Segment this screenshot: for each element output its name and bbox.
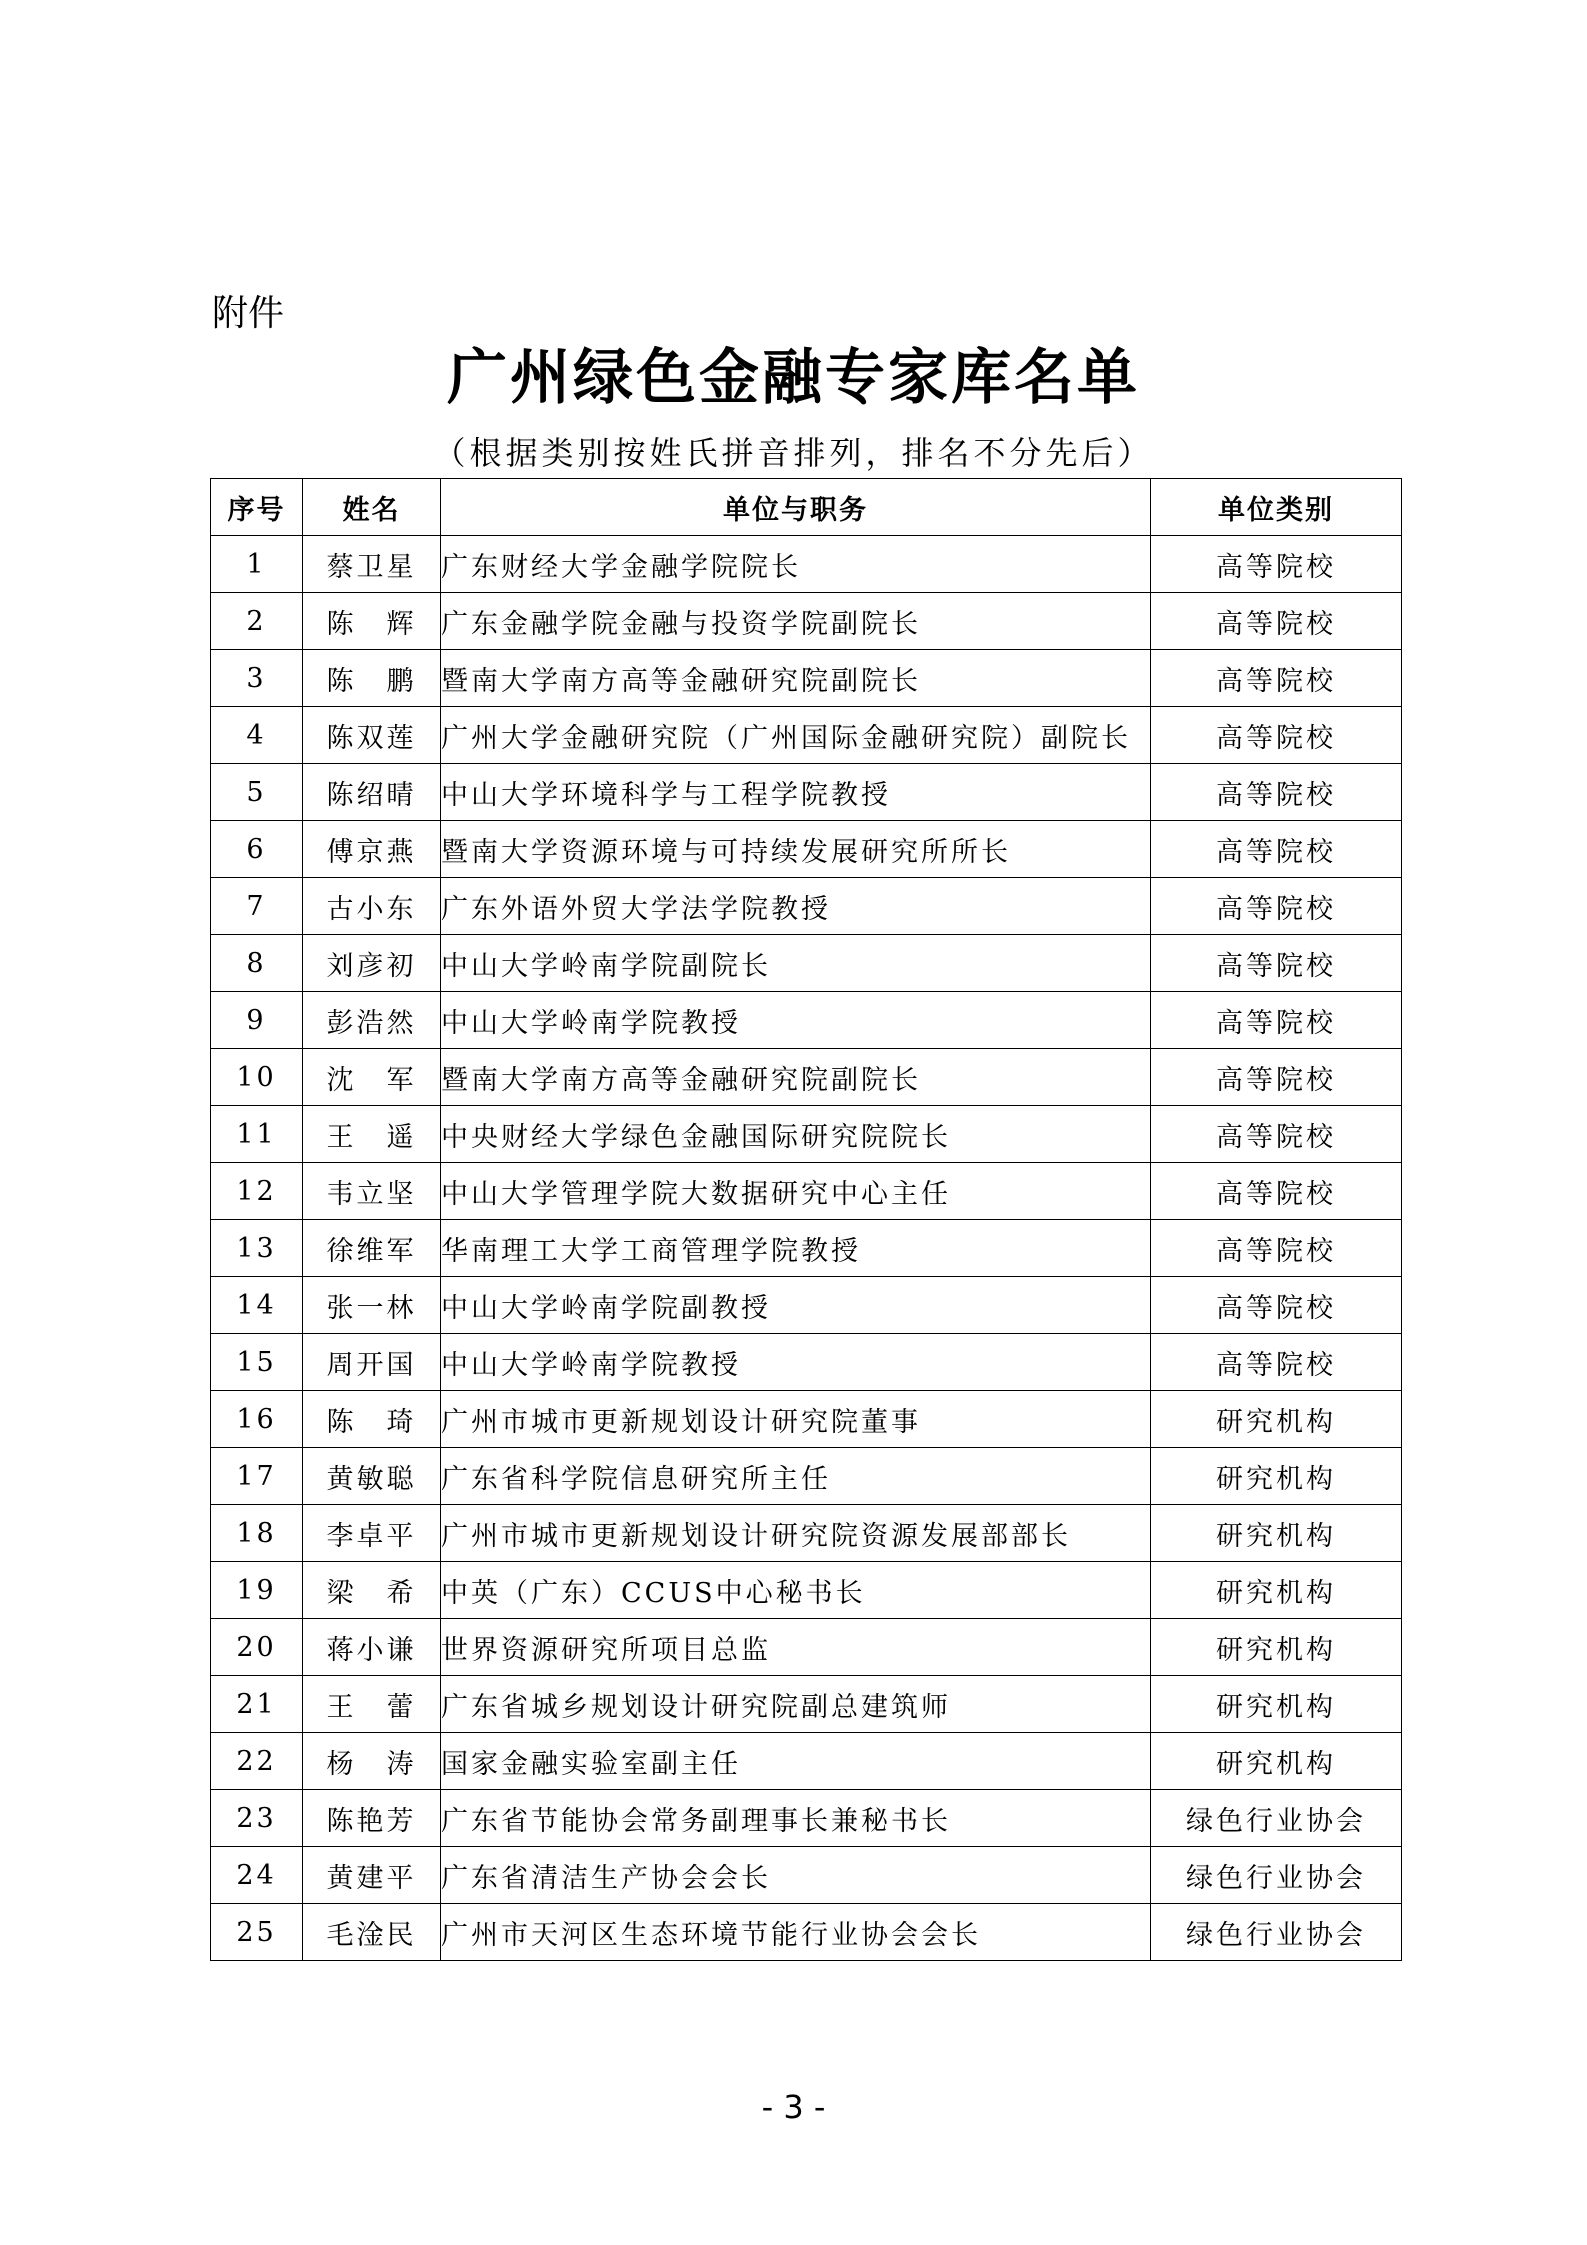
row-position: 广东金融学院金融与投资学院副院长 <box>441 593 1151 650</box>
row-position: 广东外语外贸大学法学院教授 <box>441 878 1151 935</box>
row-position: 中山大学岭南学院教授 <box>441 1334 1151 1391</box>
row-category: 高等院校 <box>1151 1277 1402 1334</box>
table-row <box>211 878 1402 935</box>
row-category: 高等院校 <box>1151 707 1402 764</box>
row-position: 广东省科学院信息研究所主任 <box>441 1448 1151 1505</box>
row-index: 6 <box>211 821 303 878</box>
table-row <box>211 1049 1402 1106</box>
row-index: 24 <box>211 1847 303 1904</box>
row-position: 广东省节能协会常务副理事长兼秘书长 <box>441 1790 1151 1847</box>
header-index: 序号 <box>211 479 303 536</box>
row-position: 暨南大学南方高等金融研究院副院长 <box>441 650 1151 707</box>
header-position: 单位与职务 <box>441 479 1151 536</box>
row-position: 广州大学金融研究院（广州国际金融研究院）副院长 <box>441 707 1151 764</box>
row-index: 12 <box>211 1163 303 1220</box>
row-position: 广东财经大学金融学院院长 <box>441 536 1151 593</box>
row-name: 王 蕾 <box>303 1676 441 1733</box>
row-category: 研究机构 <box>1151 1619 1402 1676</box>
row-index: 8 <box>211 935 303 992</box>
table-row <box>211 1847 1402 1904</box>
row-name: 黄建平 <box>303 1847 441 1904</box>
table-row <box>211 1277 1402 1334</box>
row-category: 研究机构 <box>1151 1676 1402 1733</box>
row-name: 梁 希 <box>303 1562 441 1619</box>
row-category: 研究机构 <box>1151 1391 1402 1448</box>
row-category: 高等院校 <box>1151 878 1402 935</box>
document-subtitle: （根据类别按姓氏拼音排列，排名不分先后） <box>433 434 1154 472</box>
row-position: 世界资源研究所项目总监 <box>441 1619 1151 1676</box>
row-index: 5 <box>211 764 303 821</box>
row-index: 23 <box>211 1790 303 1847</box>
row-category: 高等院校 <box>1151 1220 1402 1277</box>
table-row <box>211 1676 1402 1733</box>
row-category: 绿色行业协会 <box>1151 1904 1402 1961</box>
row-category: 绿色行业协会 <box>1151 1790 1402 1847</box>
table-row <box>211 1334 1402 1391</box>
row-position: 中山大学岭南学院教授 <box>441 992 1151 1049</box>
row-index: 17 <box>211 1448 303 1505</box>
row-name: 彭浩然 <box>303 992 441 1049</box>
row-category: 高等院校 <box>1151 1049 1402 1106</box>
row-name: 陈 鹏 <box>303 650 441 707</box>
row-name: 陈 辉 <box>303 593 441 650</box>
row-category: 高等院校 <box>1151 935 1402 992</box>
row-index: 13 <box>211 1220 303 1277</box>
row-name: 陈艳芳 <box>303 1790 441 1847</box>
row-index: 18 <box>211 1505 303 1562</box>
table-body <box>211 536 1402 1961</box>
expert-table <box>210 478 1402 1961</box>
row-position: 广州市城市更新规划设计研究院资源发展部部长 <box>441 1505 1151 1562</box>
row-index: 9 <box>211 992 303 1049</box>
row-name: 周开国 <box>303 1334 441 1391</box>
row-index: 4 <box>211 707 303 764</box>
page-number: - 3 - <box>761 2088 826 2126</box>
row-name: 陈双莲 <box>303 707 441 764</box>
row-position: 中英（广东）CCUS中心秘书长 <box>441 1562 1151 1619</box>
row-index: 19 <box>211 1562 303 1619</box>
row-category: 研究机构 <box>1151 1448 1402 1505</box>
row-name: 王 遥 <box>303 1106 441 1163</box>
row-position: 广州市天河区生态环境节能行业协会会长 <box>441 1904 1151 1961</box>
table-row <box>211 1619 1402 1676</box>
row-name: 傅京燕 <box>303 821 441 878</box>
row-category: 高等院校 <box>1151 593 1402 650</box>
row-name: 李卓平 <box>303 1505 441 1562</box>
table-row <box>211 1505 1402 1562</box>
table-row <box>211 650 1402 707</box>
row-category: 高等院校 <box>1151 536 1402 593</box>
row-position: 中山大学环境科学与工程学院教授 <box>441 764 1151 821</box>
row-index: 25 <box>211 1904 303 1961</box>
row-index: 2 <box>211 593 303 650</box>
row-position: 暨南大学资源环境与可持续发展研究所所长 <box>441 821 1151 878</box>
row-position: 暨南大学南方高等金融研究院副院长 <box>441 1049 1151 1106</box>
row-name: 韦立坚 <box>303 1163 441 1220</box>
row-category: 绿色行业协会 <box>1151 1847 1402 1904</box>
row-position: 中央财经大学绿色金融国际研究院院长 <box>441 1106 1151 1163</box>
row-name: 蔡卫星 <box>303 536 441 593</box>
table-row <box>211 593 1402 650</box>
row-name: 徐维军 <box>303 1220 441 1277</box>
row-index: 10 <box>211 1049 303 1106</box>
row-name: 沈 军 <box>303 1049 441 1106</box>
row-index: 3 <box>211 650 303 707</box>
table-row <box>211 935 1402 992</box>
row-index: 7 <box>211 878 303 935</box>
row-position: 广东省城乡规划设计研究院副总建筑师 <box>441 1676 1151 1733</box>
row-index: 14 <box>211 1277 303 1334</box>
row-position: 国家金融实验室副主任 <box>441 1733 1151 1790</box>
table-row <box>211 1790 1402 1847</box>
row-name: 毛淦民 <box>303 1904 441 1961</box>
row-name: 陈绍晴 <box>303 764 441 821</box>
table-row <box>211 1904 1402 1961</box>
row-name: 张一林 <box>303 1277 441 1334</box>
row-position: 中山大学岭南学院副教授 <box>441 1277 1151 1334</box>
document-title: 广州绿色金融专家库名单 <box>447 343 1140 413</box>
row-name: 陈 琦 <box>303 1391 441 1448</box>
table-row <box>211 1106 1402 1163</box>
table-header-row <box>211 479 1402 536</box>
table-row <box>211 821 1402 878</box>
row-name: 蒋小谦 <box>303 1619 441 1676</box>
table-row <box>211 992 1402 1049</box>
table-row <box>211 764 1402 821</box>
table-row <box>211 1562 1402 1619</box>
header-category: 单位类别 <box>1151 479 1402 536</box>
row-position: 中山大学岭南学院副院长 <box>441 935 1151 992</box>
row-category: 高等院校 <box>1151 821 1402 878</box>
row-category: 高等院校 <box>1151 1106 1402 1163</box>
row-category: 研究机构 <box>1151 1733 1402 1790</box>
row-index: 20 <box>211 1619 303 1676</box>
row-position: 中山大学管理学院大数据研究中心主任 <box>441 1163 1151 1220</box>
row-index: 16 <box>211 1391 303 1448</box>
row-category: 研究机构 <box>1151 1562 1402 1619</box>
table-row <box>211 536 1402 593</box>
row-category: 高等院校 <box>1151 1163 1402 1220</box>
row-name: 古小东 <box>303 878 441 935</box>
table-row <box>211 707 1402 764</box>
row-index: 22 <box>211 1733 303 1790</box>
row-name: 黄敏聪 <box>303 1448 441 1505</box>
row-index: 15 <box>211 1334 303 1391</box>
table-row <box>211 1220 1402 1277</box>
table-row <box>211 1391 1402 1448</box>
row-index: 1 <box>211 536 303 593</box>
row-category: 高等院校 <box>1151 992 1402 1049</box>
row-category: 研究机构 <box>1151 1505 1402 1562</box>
row-category: 高等院校 <box>1151 650 1402 707</box>
table-row <box>211 1448 1402 1505</box>
row-category: 高等院校 <box>1151 764 1402 821</box>
row-position: 广东省清洁生产协会会长 <box>441 1847 1151 1904</box>
row-index: 21 <box>211 1676 303 1733</box>
table-row <box>211 1733 1402 1790</box>
row-name: 杨 涛 <box>303 1733 441 1790</box>
row-category: 高等院校 <box>1151 1334 1402 1391</box>
table-row <box>211 1163 1402 1220</box>
row-index: 11 <box>211 1106 303 1163</box>
row-name: 刘彦初 <box>303 935 441 992</box>
row-position: 华南理工大学工商管理学院教授 <box>441 1220 1151 1277</box>
attachment-label: 附件 <box>212 293 285 334</box>
row-position: 广州市城市更新规划设计研究院董事 <box>441 1391 1151 1448</box>
header-name: 姓名 <box>303 479 441 536</box>
